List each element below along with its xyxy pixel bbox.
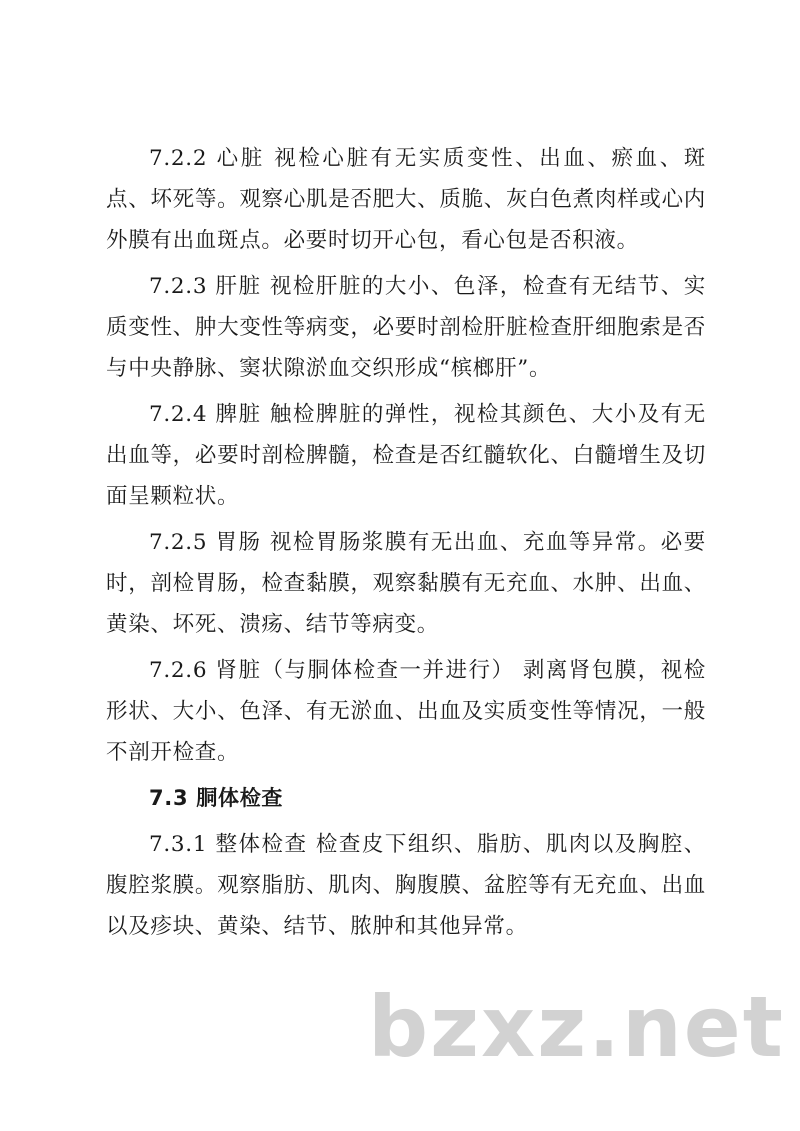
paragraph-liver: 7.2.3 肝脏 视检肝脏的大小、色泽，检查有无结节、实质变性、肿大变性等病变，必要时剖检肝脏检查肝细胞索是否与中央静脉、窦状隙淤血交织形成“槟榔肝”。 [106,274,706,381]
paragraph-heart: 7.2.2 心脏 视检心脏有无实质变性、出血、瘀血、斑点、坏死等。观察心肌是否肥大、质脆、灰白色煮肉样或心内外膜有出血斑点。必要时切开心包，看心包是否积液。 [106,146,706,253]
paragraph-spleen: 7.2.4 脾脏 触检脾脏的弹性，视检其颜色、大小及有无出血等，必要时剖检脾髓，检查是否红髓软化、白髓增生及切面呈颗粒状。 [106,402,706,509]
section-heading-carcass-inspection: 7.3 胴体检查 [149,786,284,810]
watermark-logo: bzxz.net [368,978,785,1076]
paragraph-overall-inspection: 7.3.1 整体检查 检查皮下组织、脂肪、肌肉以及胸腔、腹腔浆膜。观察脂肪、肌肉、胸腹膜、盆腔等有无充血、出血以及疹块、黄染、结节、脓肿和其他异常。 [106,832,706,939]
document-body [106,138,706,947]
paragraph-stomach-intestine: 7.2.5 胃肠 视检胃肠浆膜有无出血、充血等异常。必要时，剖检胃肠，检查黏膜，观察黏膜有无充血、水肿、出血、黄染、坏死、溃疡、结节等病变。 [106,530,706,637]
paragraph-kidney: 7.2.6 肾脏（与胴体检查一并进行） 剥离肾包膜，视检形状、大小、色泽、有无淤血、出血及实质变性等情况，一般不剖开检查。 [106,658,706,765]
